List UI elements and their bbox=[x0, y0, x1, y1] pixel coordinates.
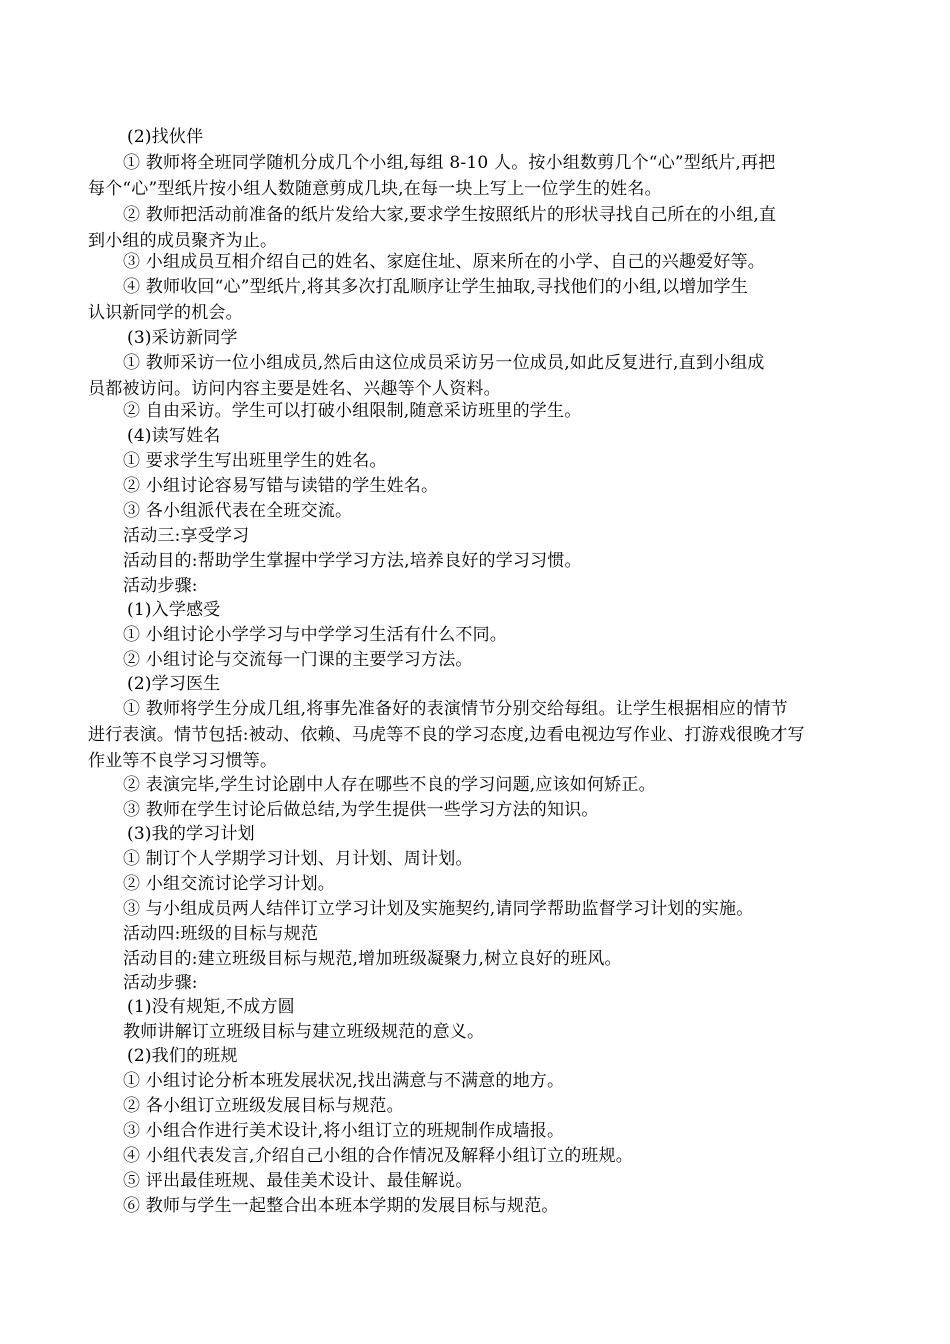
text-line: ⑥ 教师与学生一起整合出本班本学期的发展目标与规范。 bbox=[123, 1196, 559, 1216]
text-line: ③ 教师在学生讨论后做总结,为学生提供一些学习方法的知识。 bbox=[123, 800, 599, 820]
text-line: ① 小组讨论分析本班发展状况,找出满意与不满意的地方。 bbox=[123, 1071, 565, 1091]
text-line: ④ 小组代表发言,介绍自己小组的合作情况及解释小组订立的班规。 bbox=[123, 1146, 634, 1166]
text-line: ① 制订个人学期学习计划、月计划、周计划。 bbox=[123, 849, 473, 869]
text-line: (2)找伙伴 bbox=[127, 127, 204, 147]
text-line: ② 小组讨论与交流每一门课的主要学习方法。 bbox=[123, 650, 473, 670]
text-line: 活动三:享受学习 bbox=[123, 526, 250, 546]
text-line: 作业等不良学习习惯等。 bbox=[88, 751, 278, 771]
text-line: ② 教师把活动前准备的纸片发给大家,要求学生按照纸片的形状寻找自己所在的小组,直 bbox=[123, 205, 777, 225]
text-line: 到小组的成员聚齐为止。 bbox=[88, 231, 278, 251]
text-line: 活动目的:帮助学生掌握中学学习方法,培养良好的学习习惯。 bbox=[123, 551, 582, 571]
text-line: ③ 小组合作进行美术设计,将小组订立的班规制作成墙报。 bbox=[123, 1121, 565, 1141]
text-line: ② 自由采访。学生可以打破小组限制,随意采访班里的学生。 bbox=[123, 401, 582, 421]
text-line: ② 表演完毕,学生讨论剧中人存在哪些不良的学习问题,应该如何矫正。 bbox=[123, 775, 656, 795]
text-line: 活动目的:建立班级目标与规范,增加班级凝聚力,树立良好的班风。 bbox=[123, 949, 622, 969]
text-line: 活动四:班级的目标与规范 bbox=[123, 924, 319, 944]
text-line: 员都被访问。访问内容主要是姓名、兴趣等个人资料。 bbox=[88, 379, 501, 399]
text-line: ① 小组讨论小学学习与中学学习生活有什么不同。 bbox=[123, 625, 508, 645]
text-line: ② 小组交流讨论学习计划。 bbox=[123, 874, 336, 894]
text-line: (2)我们的班规 bbox=[127, 1046, 238, 1066]
text-line: ④ 教师收回“心”型纸片,将其多次打乱顺序让学生抽取,寻找他们的小组,以增加学生 bbox=[123, 277, 748, 297]
text-line: (1)没有规矩,不成方圆 bbox=[127, 997, 295, 1017]
text-line: ② 各小组订立班级发展目标与规范。 bbox=[123, 1096, 404, 1116]
text-line: (3)采访新同学 bbox=[127, 328, 238, 348]
text-line: ① 教师采访一位小组成员,然后由这位成员采访另一位成员,如此反复进行,直到小组成 bbox=[123, 353, 765, 373]
text-line: ① 教师将学生分成几组,将事先准备好的表演情节分别交给每组。让学生根据相应的情节 bbox=[123, 699, 788, 719]
text-line: (2)学习医生 bbox=[127, 674, 221, 694]
text-line: ③ 各小组派代表在全班交流。 bbox=[123, 501, 353, 521]
text-line: (3)我的学习计划 bbox=[127, 824, 255, 844]
text-line: (4)读写姓名 bbox=[127, 426, 221, 446]
text-line: ③ 小组成员互相介绍自己的姓名、家庭住址、原来所在的小学、自己的兴趣爱好等。 bbox=[123, 252, 766, 272]
text-line: 认识新同学的机会。 bbox=[88, 303, 243, 323]
text-line: ② 小组讨论容易写错与读错的学生姓名。 bbox=[123, 476, 439, 496]
text-line: 教师讲解订立班级目标与建立班级规范的意义。 bbox=[123, 1022, 485, 1042]
text-line: 活动步骤: bbox=[123, 576, 198, 596]
text-line: 进行表演。情节包括:被动、依赖、马虎等不良的学习态度,边看电视边写作业、打游戏很晚才写 bbox=[88, 725, 805, 745]
text-line: (1)入学感受 bbox=[127, 600, 221, 620]
text-line: ③ 与小组成员两人结伴订立学习计划及实施契约,请同学帮助监督学习计划的实施。 bbox=[123, 899, 754, 919]
text-line: ① 要求学生写出班里学生的姓名。 bbox=[123, 451, 387, 471]
text-line: 活动步骤: bbox=[123, 973, 198, 993]
text-line: ⑤ 评出最佳班规、最佳美术设计、最佳解说。 bbox=[123, 1171, 473, 1191]
text-line: 每个“心”型纸片按小组人数随意剪成几块,在每一块上写上一位学生的姓名。 bbox=[88, 179, 662, 199]
text-line: ① 教师将全班同学随机分成几个小组,每组 8-10 人。按小组数剪几个“心”型纸片,再把 bbox=[123, 153, 776, 173]
